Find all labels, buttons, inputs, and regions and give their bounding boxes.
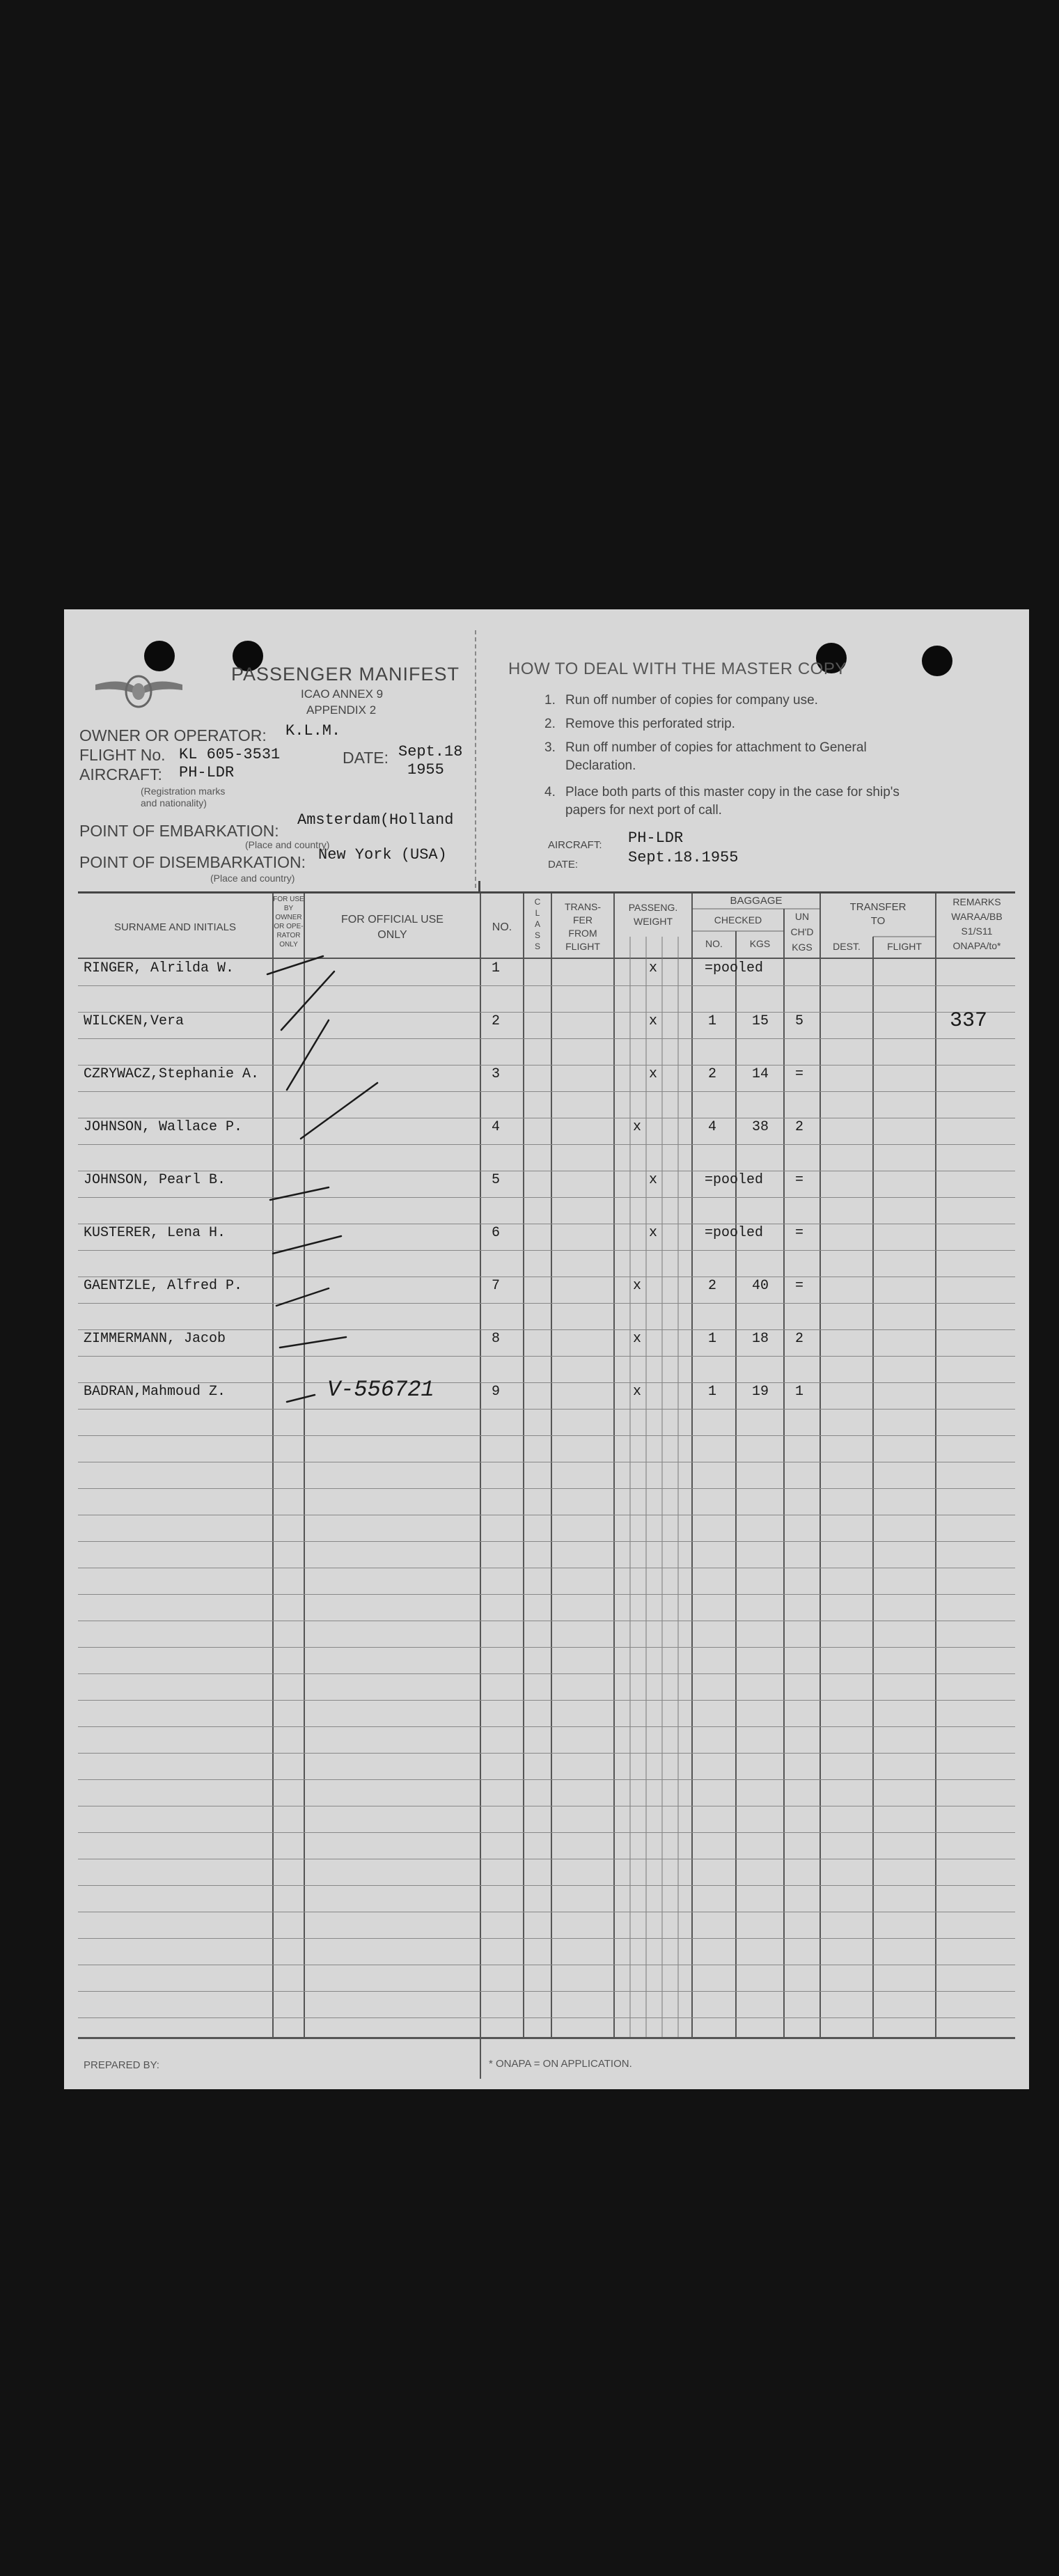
- instr-date-label: DATE:: [548, 859, 579, 871]
- passenger-name: KUSTERER, Lena H.: [84, 1225, 226, 1241]
- col-for-use-line: OR OPE-: [274, 923, 304, 930]
- passenger-row: [64, 1331, 1029, 1373]
- instr-date-value: Sept.18.1955: [628, 849, 739, 866]
- passenger-no: 6: [492, 1225, 501, 1241]
- bag-count: 1: [708, 1331, 717, 1347]
- instruction-num: 3.: [544, 740, 556, 755]
- instructions-title: HOW TO DEAL WITH THE MASTER COPY: [508, 659, 847, 678]
- passenger-row: [64, 1377, 1029, 1426]
- instr-aircraft-value: PH-LDR: [628, 829, 684, 847]
- passenger-row: [64, 1119, 1029, 1161]
- disembark-value: New York (USA): [318, 846, 447, 864]
- ruled-line: [78, 1938, 1015, 1939]
- bag-kgs: 40: [752, 1278, 769, 1294]
- instruction-num: 1.: [544, 693, 556, 708]
- passenger-no: 9: [492, 1384, 501, 1400]
- instruction-num: 4.: [544, 785, 556, 799]
- icao-annex: ICAO ANNEX 9: [301, 687, 384, 701]
- date-value-1: Sept.18: [398, 743, 463, 760]
- col-transfer-from-line: FER: [573, 914, 593, 926]
- ruled-line: [78, 1594, 1015, 1595]
- official-number: V-556721: [327, 1377, 434, 1403]
- passenger-row: [64, 1225, 1029, 1267]
- col-for-use-line: RATOR: [276, 932, 301, 939]
- col-remarks-line: WARAA/BB: [951, 911, 1003, 922]
- aircraft-label: AIRCRAFT:: [79, 765, 162, 783]
- passenger-no: 2: [492, 1013, 501, 1029]
- col-checked: CHECKED: [714, 914, 762, 926]
- col-no: NO.: [492, 921, 512, 933]
- col-weight-line: WEIGHT: [634, 916, 673, 927]
- date-label: DATE:: [343, 749, 389, 767]
- col-unchkd-line: KGS: [792, 942, 813, 953]
- passenger-no: 4: [492, 1119, 501, 1135]
- passenger-no: 3: [492, 1066, 501, 1082]
- weight-mark: x: [649, 1172, 658, 1188]
- passenger-no: 1: [492, 960, 501, 976]
- ruled-line: [78, 1541, 1015, 1542]
- unchecked-kgs: 2: [795, 1119, 804, 1135]
- col-passeng-weight: [614, 900, 692, 928]
- ruled-line: [78, 1753, 1015, 1754]
- passenger-name: CZRYWACZ,Stephanie A.: [84, 1066, 260, 1082]
- col-remarks-line: REMARKS: [952, 896, 1001, 907]
- flight-value: KL 605-3531: [179, 746, 281, 763]
- instr-aircraft-label: AIRCRAFT:: [548, 839, 602, 851]
- disembark-label: POINT OF DISEMBARKATION:: [79, 853, 306, 871]
- bag-kgs: 14: [752, 1066, 769, 1082]
- reg-note-2: and nationality): [141, 797, 207, 809]
- place-note-2: (Place and country): [210, 873, 295, 884]
- col-class: [524, 896, 551, 952]
- instruction-text: Place both parts of this master copy in the case for ship's: [565, 785, 900, 799]
- passenger-row: [64, 1172, 1029, 1214]
- col-class-letter: A: [534, 919, 540, 929]
- ruled-line: [78, 1382, 1015, 1383]
- passenger-name: ZIMMERMANN, Jacob: [84, 1331, 226, 1347]
- col-dest: DEST.: [833, 941, 861, 952]
- ruled-line: [78, 1700, 1015, 1701]
- passenger-no: 5: [492, 1172, 501, 1188]
- col-for-use-line: BY: [283, 905, 294, 912]
- col-flight: FLIGHT: [887, 941, 922, 952]
- col-for-use-line: ONLY: [279, 941, 298, 949]
- passenger-name: GAENTZLE, Alfred P.: [84, 1278, 243, 1294]
- passenger-name: JOHNSON, Wallace P.: [84, 1119, 243, 1135]
- col-checked-kgs: KGS: [749, 938, 771, 949]
- bag-kgs: 15: [752, 1013, 769, 1029]
- col-baggage: BAGGAGE: [730, 895, 783, 907]
- instruction-text: Run off number of copies for attachment to General: [565, 740, 867, 755]
- flight-label: FLIGHT No.: [79, 746, 166, 764]
- owner-label: OWNER OR OPERATOR:: [79, 726, 267, 744]
- col-class-letter: L: [535, 908, 540, 918]
- ruled-line: [78, 1991, 1015, 1992]
- passenger-row: [64, 960, 1029, 1002]
- reg-note-1: (Registration marks: [141, 786, 226, 797]
- ruled-line: [78, 1012, 1015, 1013]
- unchecked-kgs: 1: [795, 1384, 804, 1400]
- col-transfer-to-line: TRANSFER: [849, 901, 907, 913]
- unchecked-kgs: 5: [795, 1013, 804, 1029]
- col-weight-line: PASSENG.: [628, 902, 678, 913]
- passenger-row: [64, 1066, 1029, 1108]
- col-transfer-to: [820, 900, 936, 928]
- col-remarks-line: ONAPA/to*: [952, 940, 1001, 951]
- ruled-line: [78, 1885, 1015, 1886]
- weight-mark: x: [633, 1331, 642, 1347]
- ruled-line: [78, 1779, 1015, 1780]
- weight-mark: x: [633, 1278, 642, 1294]
- col-class-letter: C: [534, 897, 541, 907]
- instruction-text-2: papers for next port of call.: [565, 803, 722, 818]
- remarks: 337: [950, 1009, 988, 1033]
- bag-count: 4: [708, 1119, 717, 1135]
- unchecked-kgs: =: [795, 1066, 804, 1082]
- bag-count: 1: [708, 1384, 717, 1400]
- passenger-row: [64, 1278, 1029, 1320]
- col-surname: SURNAME AND INITIALS: [113, 921, 237, 933]
- ruled-line: [78, 1726, 1015, 1727]
- col-transfer-from-line: FROM: [568, 928, 597, 939]
- passenger-name: WILCKEN,Vera: [84, 1013, 185, 1029]
- ruled-line: [78, 1329, 1015, 1330]
- weight-mark: x: [649, 1225, 658, 1241]
- unchecked-kgs: =: [795, 1172, 804, 1188]
- bag-pooled: =pooled: [705, 960, 764, 976]
- passenger-name: BADRAN,Mahmoud Z.: [84, 1384, 226, 1400]
- ruled-line: [78, 1647, 1015, 1648]
- weight-mark: x: [649, 1066, 658, 1082]
- col-transfer-from: [551, 900, 614, 953]
- instruction-num: 2.: [544, 717, 556, 731]
- col-for-use-line: OWNER: [275, 914, 302, 921]
- owner-value: K.L.M.: [285, 722, 341, 740]
- instruction-text: Run off number of copies for company use.: [565, 693, 818, 708]
- col-transfer-from-line: FLIGHT: [565, 941, 600, 952]
- appendix: APPENDIX 2: [306, 703, 377, 717]
- col-for-use: [273, 895, 304, 949]
- instruction-text-2: Declaration.: [565, 758, 636, 773]
- passenger-name: JOHNSON, Pearl B.: [84, 1172, 226, 1188]
- date-value-2: 1955: [407, 761, 444, 779]
- ruled-line: [78, 2017, 1015, 2018]
- bag-pooled: =pooled: [705, 1225, 764, 1241]
- aircraft-value: PH-LDR: [179, 764, 235, 781]
- col-remarks: [936, 895, 1018, 953]
- bag-kgs: 38: [752, 1119, 769, 1135]
- col-official-line: FOR OFFICIAL USE: [341, 914, 444, 926]
- col-class-letter: S: [534, 942, 540, 951]
- col-checked-no: NO.: [705, 938, 723, 949]
- passenger-no: 8: [492, 1331, 501, 1347]
- unchecked-kgs: =: [795, 1278, 804, 1294]
- ruled-line: [78, 1673, 1015, 1674]
- col-transfer-to-line: TO: [870, 915, 886, 927]
- weight-mark: x: [633, 1119, 642, 1135]
- instruction-text: Remove this perforated strip.: [565, 717, 735, 731]
- embark-value: Amsterdam(Holland: [297, 811, 454, 829]
- col-unchkd: [784, 909, 820, 955]
- col-for-use-line: FOR USE: [273, 896, 304, 903]
- ruled-line: [78, 1488, 1015, 1489]
- unchecked-kgs: 2: [795, 1331, 804, 1347]
- onapa-note: * ONAPA = ON APPLICATION.: [489, 2058, 632, 2070]
- col-class-letter: S: [534, 930, 540, 940]
- place-note: (Place and country): [245, 839, 330, 850]
- weight-mark: x: [649, 960, 658, 976]
- unchecked-kgs: =: [795, 1225, 804, 1241]
- ruled-line: [78, 1435, 1015, 1436]
- ruled-line: [78, 1832, 1015, 1833]
- bag-count: 1: [708, 1013, 717, 1029]
- manifest-title: PASSENGER MANIFEST: [231, 664, 460, 685]
- prepared-by-label: PREPARED BY:: [84, 2059, 159, 2071]
- weight-mark: x: [633, 1384, 642, 1400]
- col-remarks-line: S1/S11: [961, 926, 993, 937]
- col-unchkd-line: UN: [794, 911, 810, 922]
- bag-kgs: 19: [752, 1384, 769, 1400]
- embark-label: POINT OF EMBARKATION:: [79, 822, 279, 840]
- weight-mark: x: [649, 1013, 658, 1029]
- col-official-line: ONLY: [377, 929, 407, 941]
- bag-kgs: 18: [752, 1331, 769, 1347]
- col-unchkd-line: CH'D: [790, 926, 814, 937]
- col-official: [304, 912, 480, 943]
- bag-count: 2: [708, 1278, 717, 1294]
- passenger-row: [64, 1009, 1029, 1055]
- col-transfer-from-line: TRANS-: [564, 901, 602, 912]
- bag-pooled: =pooled: [705, 1172, 764, 1188]
- manifest-document: [64, 609, 1029, 2089]
- bag-count: 2: [708, 1066, 717, 1082]
- passenger-no: 7: [492, 1278, 501, 1294]
- passenger-name: RINGER, Alrilda W.: [84, 960, 235, 976]
